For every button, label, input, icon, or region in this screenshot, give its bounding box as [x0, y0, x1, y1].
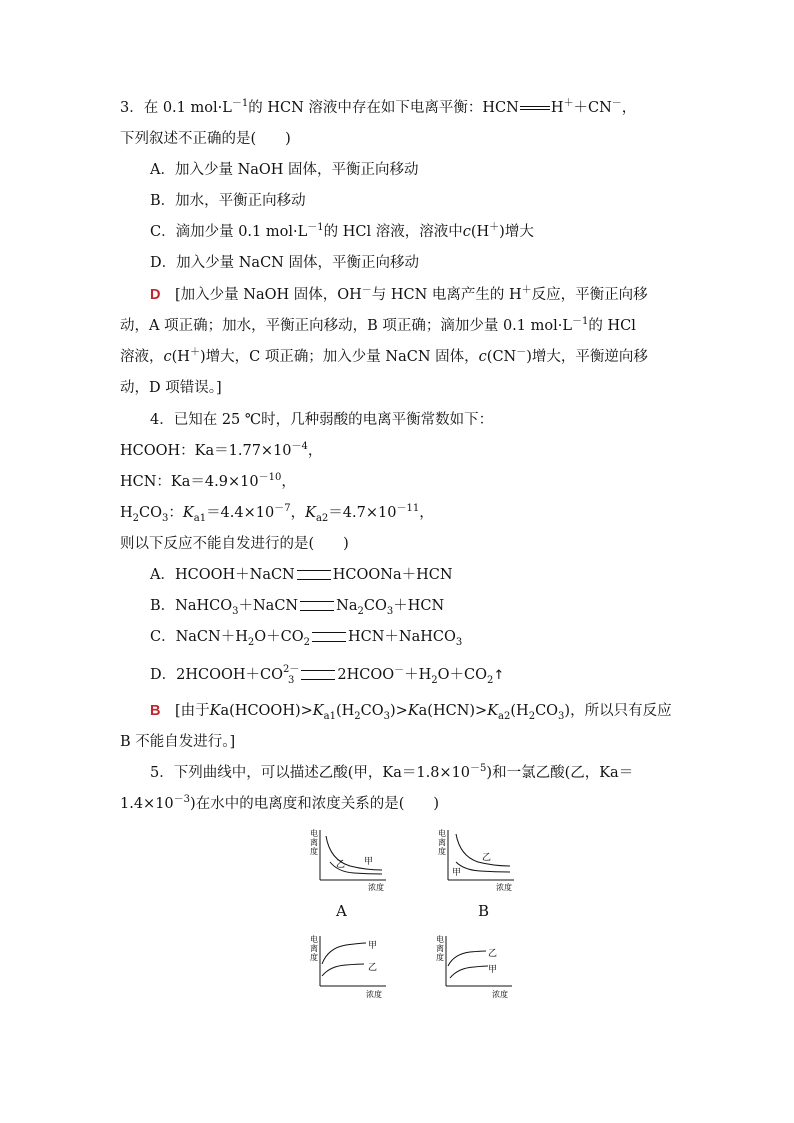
graph-c-xlabel: 浓度 [366, 990, 382, 999]
svg-text:离: 离 [310, 838, 318, 847]
q4-question: 则以下反应不能自发进行的是( ) [120, 536, 349, 552]
svg-text:度: 度 [310, 847, 318, 856]
q5-stem-line2: $1.4\times 10^{-3}$)在水中的电离度和浓度关系的是( ) [120, 794, 440, 812]
q4-explanation-line2: B 不能自发进行。] [120, 734, 236, 750]
graph-option-c [306, 930, 396, 1000]
q3-option-d: D．加入少量 NaCN 固体，平衡正向移动 [150, 255, 419, 271]
q4-option-c: C．$NaCN+H_2O+CO_2$ HCN＋NaHCO$_3$ [150, 629, 463, 648]
q4-answer: B [150, 703, 161, 719]
svg-text:离: 离 [310, 944, 318, 953]
graph-c-jia-label: 甲 [368, 941, 378, 951]
graph-option-b [434, 826, 524, 892]
q3-stem-line1: 3．在 0.1 $mol\cdot L^{-1}$的 HCN 溶液中存在如下电离平衡：HCN H＋＋CN－， [120, 98, 637, 116]
graph-b-yi-label: 乙 [482, 853, 492, 863]
q4-explanation-line1: B [由于$Ka(HCOOH)>K_{a1}(H_2CO_3)>Ka(HCN)>K_{a2}(H_2CO_3)$，所以只有反应 [150, 703, 672, 722]
q5-stem-line1: 5．下列曲线中，可以描述乙酸(甲，$Ka=1.8\times 10^{-5}$)和一氯乙酸(乙，Ka＝ [150, 763, 634, 781]
graph-a-yi-label: 乙 [336, 860, 346, 870]
q4-option-d: D．2HCOOH＋CO 2－ 3 $2HCOO^-+H_2O+CO_2↑$ [150, 664, 505, 686]
graph-b-xlabel: 浓度 [496, 883, 512, 892]
graph-b-label: B [478, 902, 490, 920]
graph-d-jia-label: 甲 [488, 965, 498, 975]
q4-h2co3-constants: $H_2CO_3$：$K_{a1}=4.4\times 10^{-7}$，$K_{a2}=4.7\times 10^{-11}$， [120, 503, 434, 524]
q4-option-a: A．HCOOH＋NaCN HCOONa＋HCN [150, 567, 453, 583]
graph-d-xlabel: 浓度 [492, 990, 508, 999]
q4-hcooh-constant: HCOOH：$Ka=1.77\times 10^{-4}$， [120, 441, 323, 459]
graph-option-d [432, 930, 522, 1000]
q3-stem-line2: 下列叙述不正确的是( ) [120, 131, 291, 147]
equilibrium-arrow-icon [519, 103, 551, 113]
gas-up-arrow-icon: ↑ [493, 668, 505, 683]
graph-a-xlabel: 浓度 [368, 883, 384, 892]
q3-explanation-line4: 动，D 项错误。] [120, 380, 222, 396]
svg-text:度: 度 [438, 847, 446, 856]
q3-answer: D [150, 287, 161, 303]
graph-a-ylabel-1: 电 [310, 829, 318, 838]
svg-text:电: 电 [436, 935, 444, 944]
graph-a-label: A [336, 902, 347, 920]
graph-a-jia-label: 甲 [364, 857, 374, 867]
q3-explanation-line1: D [加入少量 NaOH 固体，OH－与 HCN 电离产生的 H＋反应，平衡正向移 [150, 285, 648, 303]
graph-option-a [306, 826, 396, 892]
graph-d-yi-label: 乙 [488, 949, 498, 959]
graph-c-yi-label: 乙 [368, 963, 378, 973]
svg-text:度: 度 [436, 953, 444, 962]
svg-text:离: 离 [438, 838, 446, 847]
q4-hcn-constant: HCN：$Ka=4.9\times 10^{-10}$， [120, 472, 296, 490]
svg-text:离: 离 [436, 944, 444, 953]
q3-option-c: C．滴加少量 0.1 $mol\cdot L^{-1}$的 HCl 溶液，溶液中c(H＋)增大 [150, 222, 534, 240]
q3-option-a: A．加入少量 NaOH 固体，平衡正向移动 [150, 162, 419, 178]
q3-explanation-line2: 动，A 项正确；加水，平衡正向移动，B 项正确；滴加少量 0.1 $mol\cdot L^{-1}$的 HCl [120, 316, 636, 334]
svg-text:电: 电 [438, 829, 446, 838]
q4-stem: 4．已知在 25 ℃时，几种弱酸的电离平衡常数如下： [150, 412, 494, 428]
q3-explanation-line3: 溶液，c(H＋)增大，C 项正确；加入少量 NaCN 固体，c(CN－)增大，平衡逆向移 [120, 347, 648, 365]
svg-text:度: 度 [310, 953, 318, 962]
q4-option-b: B．NaHCO$_3$＋NaCN $Na_2CO_3+HCN$ [150, 598, 445, 617]
graph-b-jia-label: 甲 [452, 868, 462, 878]
svg-text:电: 电 [310, 935, 318, 944]
q3-option-b: B．加水，平衡正向移动 [150, 193, 306, 209]
